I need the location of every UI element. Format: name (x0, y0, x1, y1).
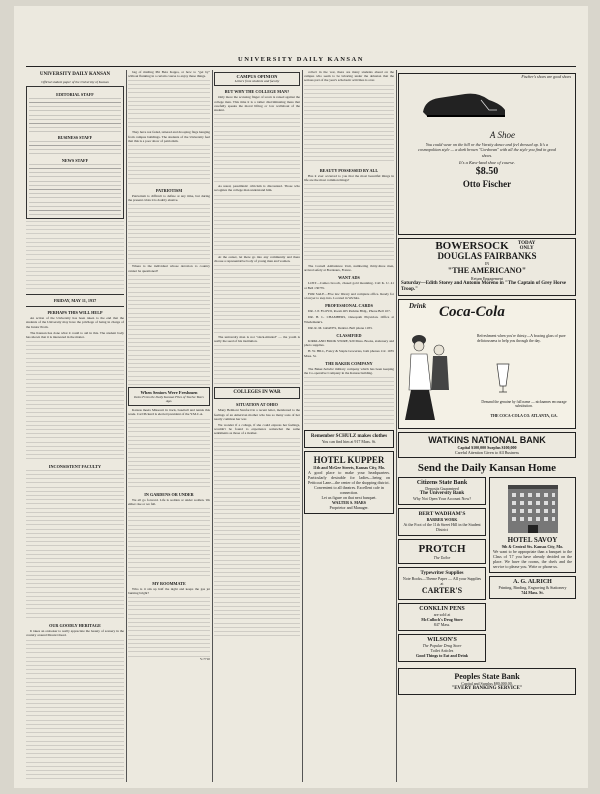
running-head: UNIVERSITY DAILY KANSAN (238, 56, 364, 63)
ad-hotel-kupper: HOTEL KUPPER 11th and McGee Streets, Kansas City, Mo. A good place to make your headquarters. Particularly desirable for ladies—being on Petticoat Lane—the center of the shopping district. Convenient to all theatres. Excellent cafe in connection. Let us figure on that next banquet. WALTER S. MARS Proprietor and Manager. (304, 451, 394, 514)
headline-colleges-war: COLLEGES IN WAR (214, 387, 300, 399)
article-body (214, 438, 300, 638)
card: DR. H. L. CHAMBERS, Osteopath Physician. Office at Wiedemann's. (304, 315, 394, 324)
masthead: UNIVERSITY DAILY KANSAN (39, 72, 111, 77)
headline-roommate: MY ROOMMATE (152, 581, 186, 587)
shoe-store: Otto Fischer (462, 179, 512, 190)
headline-professional-cards: PROFESSIONAL CARDS (325, 303, 373, 309)
article-body (26, 341, 124, 461)
article-text: Many Belmont Stanford in a recent letter, mentioned to the feelings of an American mother who has so many sons of her nearly common her war. (214, 408, 300, 421)
article-text: Who is it sits up half the night and keeps the gas jet burning bright? (128, 587, 210, 596)
article-body (128, 80, 210, 130)
ad-citizens-bank: Citizens State Bank Deposits Guaranteed The University Bank Why Not Open Your Account Now? (398, 477, 486, 505)
shoe-body: You could wear on the hill or the Varsity dance and feel dressed up. It's a cosmopolitan style — a dark brown "Cordovan" with all the style you find in good shoes. (418, 142, 556, 158)
article-body (26, 470, 124, 620)
column-divider (126, 70, 127, 782)
article-body (214, 114, 300, 184)
headline-college-man: BUT WHY THE COLLEGE MAN? (224, 89, 290, 95)
article-text: bag of mailing Phi Beta Kappa, or how to "get by" without flunking in a certain course to enjoy these things. (128, 70, 210, 79)
headline-want-ads: WANT ADS (338, 275, 360, 281)
shoe-price: $8.50 (475, 166, 499, 178)
article-body (214, 195, 300, 255)
glass-icon (495, 362, 511, 394)
campus-sub: Letters from students and faculty (234, 79, 280, 84)
headline-classified: CLASSIFIED (336, 333, 362, 339)
ad-hotel-savoy: HOTEL SAVOY 9th & Central Sts. Kansas City, Mo. We want to be appropriate than a banquet to the Class of '17 you have already decided on the place. We have the rooms, the chefs and the service to please you. Write or phone us. (489, 477, 576, 573)
editorial-staff-heading: EDITORIAL STAFF (56, 92, 94, 98)
ad-alrich: A. G. ALRICH Printing, Binding, Engraving & Stationery 744 Mass. St. (489, 576, 576, 599)
column-divider (396, 70, 397, 782)
article-text: We all go forward. Life is sodden or under sodden. We either rise or we fall. (128, 497, 210, 506)
classified: KIRKLAND BOOK STORE, 920 Mass. Books, stationery and photo supplies. (304, 339, 394, 348)
article-text: The Cornell Ambulance Unit, numbering thirty-three men, arrived safely at Bordeaux, France. (304, 264, 394, 273)
article-text: The university man is not "slack-minded" — the youth is really the seed of his institution. (214, 335, 300, 344)
article-text: Kansas meets Missouri in track, baseball and tennis this week. Carl Pickard is elected president of the Y.M.C.A. (128, 408, 210, 417)
shoe-kaw: It's a Kaw-land shoe of course. (459, 160, 515, 166)
column-divider (302, 70, 303, 782)
article-body (128, 145, 210, 185)
card: DR. J. P. FLOYD, Room 405 Perkins Bldg., Phone Bell 107. (308, 309, 391, 314)
seniors-sub: Items From the Daily Kansan Files of Twelve Years Ago. (134, 394, 204, 404)
ad-protch-tailor: PROTCH The Tailor (398, 539, 486, 564)
article-body (128, 508, 210, 578)
ad-wadham-barber: BERT WADHAM'S BARBER WORK At the Foot of the 11th Street Hill in the Student District (398, 508, 486, 536)
coca-cola-logo: Coca-Cola (439, 304, 505, 320)
column-ads (398, 70, 576, 782)
article-text: Where is the individual whose devotion to country cannot be questioned? (128, 264, 210, 273)
ad-carters: Typewriter Supplies Note Books—Theme Paper — All your Supplies at CARTER'S (398, 567, 486, 600)
article-body (304, 85, 394, 165)
column-two (128, 70, 210, 782)
headline-beauty: BEAUTY POSSESSED BY ALL (319, 167, 379, 173)
headline-inconsistent: INCONSISTENT FACULTY (48, 464, 102, 470)
article-body (214, 265, 300, 335)
article-text: As usual, pessimistic criticism is discounted. Those who recognize the college man understand him. (214, 184, 300, 193)
article-body (128, 275, 210, 385)
couple-illustration (405, 330, 449, 422)
want-ad: FOR SALE—Five law library and complete office. Ready for a lawyer to step into. Located in Wichita. (304, 291, 394, 301)
article-text: The Kansan has done what it could to aid in this. The student body has shown that it is interested in the matter. (26, 330, 124, 340)
article-text: The Baker-Selwitz military company which has been keeping the Co-operative Company in the Kansas building. (304, 366, 394, 376)
article-text: We wonder if a college, if she could express her feelings, wouldn't be found to experience somewhat the same sentiments as those of a mother. (214, 423, 300, 436)
poem-body (128, 597, 210, 657)
article-body (26, 640, 124, 780)
top-rule (26, 66, 576, 67)
article-body (304, 184, 394, 264)
headline-seniors: When Seniors Were Freshmen (140, 389, 198, 395)
ad-conklin: CONKLIN PENS are sold at McCulloch's Drug Store 847 Mass. (398, 603, 486, 631)
column-four (304, 70, 394, 782)
classified: H. W. HILL, Fancy & Staple Groceries, both phones 112. 1035 Mass. St. (304, 349, 394, 358)
article-text: It takes an onlooker to really appreciate the beauty of scenery in the country around Mount Oread. (26, 629, 124, 638)
article-body (214, 345, 300, 385)
staff-list (29, 141, 121, 155)
headline-perhaps: PERHAPS THIS WILL HELP (47, 310, 103, 316)
ad-fischer-shoes: Fischer's shoes are good shoes A Shoe You could wear on the hill or the Varsity dance and feel dressed up. It's a cosmopolitan style — a dark brown "Cordovan" with all the style you find in good shoes. It's a Kaw-land shoe of course. $8.50 Otto Fischer (398, 73, 576, 235)
business-staff-heading: BUSINESS STAFF (57, 135, 93, 141)
ad-peoples-bank: Peoples State Bank Capital and Surplus $80,000.00. "EVERY BANKING SERVICE" (398, 668, 576, 695)
article-body (128, 419, 210, 489)
article-body (128, 204, 210, 264)
article-text: They have not faded, tattered and drooping flags hanging from campus buildings. The students of the University feel that this is a poor show of patriotism. (128, 130, 210, 143)
signature: V-7710 (199, 657, 210, 662)
ad-wilsons: WILSON'S The Popular Drug Store Toilet Articles Good Things to Eat and Drink (398, 634, 486, 662)
ad-watkins-bank: WATKINS NATIONAL BANK Capital $100,000 Surplus $100,000 Careful Attention Given to All Business (398, 432, 576, 458)
article-text: Has it ever occurred to you that the most beautiful things in life are the most common things? (304, 173, 394, 182)
newspaper-page (14, 6, 588, 788)
news-staff-heading: NEWS STAFF (61, 158, 89, 164)
headline-heritage: OUR GOODLY HERITAGE (49, 623, 101, 629)
article-text: collect in the war, there are many students ahead on the campus who seem to be laboring under the delusion that the serious part of the year's scholastic activities is over. (304, 70, 394, 83)
headline-baker: THE BAKER COMPANY (325, 360, 373, 366)
date-line: FRIDAY, MAY 11, 1937 (53, 298, 97, 304)
article-text: An action of the University has been taken to the end that the students of the University may have the privilege of being in charge of the Junior Prom. (26, 316, 124, 329)
shoe-title: A Shoe (489, 130, 515, 140)
card: DR. R. M. GRAVES, Dentist. Bell phone 1183. (308, 325, 373, 330)
send-kansan-home: Send the Daily Kansan Home (417, 462, 557, 474)
article-text: Only more the accusing finger of scorn is raised against the college man. This time it is a rather discriminating mass that carefully speaks the moral lifting or low wallabout of the student. (214, 95, 300, 113)
article-text: Patriotism is difficult to define at any time, but during the present crisis it is doubly elusive. (128, 194, 210, 203)
column-three (214, 70, 300, 782)
ad-schulz: Remember SCHULZ makes clothes You can find him at 917 Mass. St. (304, 430, 394, 448)
headline-campus-opinion: CAMPUS OPINION (236, 74, 278, 79)
column-divider (212, 70, 213, 782)
headline-patriotism: PATRIOTISM (155, 188, 183, 194)
article-body (304, 377, 394, 427)
column-editorial (26, 70, 124, 782)
article-text: At the outset, let there go into any community and there choose a representative body of young men and women. (214, 254, 300, 263)
staff-list (29, 164, 121, 216)
staff-list (29, 98, 121, 132)
want-ad: LOST—Cameo brooch, chased gold mounting. Call K. U. 41 or Bell 1307W. (304, 281, 394, 290)
shoe-illustration (419, 86, 509, 122)
masthead-sub: Official student paper of the University of Kansas (41, 80, 109, 84)
hotel-building-illustration (498, 481, 568, 535)
headline-situation-ohio: SITUATION AT OHIO (236, 402, 278, 408)
ad-bowersock: BOWERSOCK TODAY ONLY DOUGLAS FAIRBANKS IN "THE AMERICANO" Return Engagement Saturday—Edith Storey and Antonio Moreno in "The Captain of Grey Horse Troop." (398, 238, 576, 296)
ad-coca-cola: Drink Coca-Cola Refreshment when you're thirsty—A bracing glass of pure deliciousness to help you through the day. Demand the genuine by full name — nicknames encourage substitution. THE COCA-COLA CO. ATLANTA, GA. (398, 299, 576, 429)
subscription-notice (26, 221, 124, 291)
headline-gardens: IN GARDENS OR UNDER (144, 491, 194, 497)
